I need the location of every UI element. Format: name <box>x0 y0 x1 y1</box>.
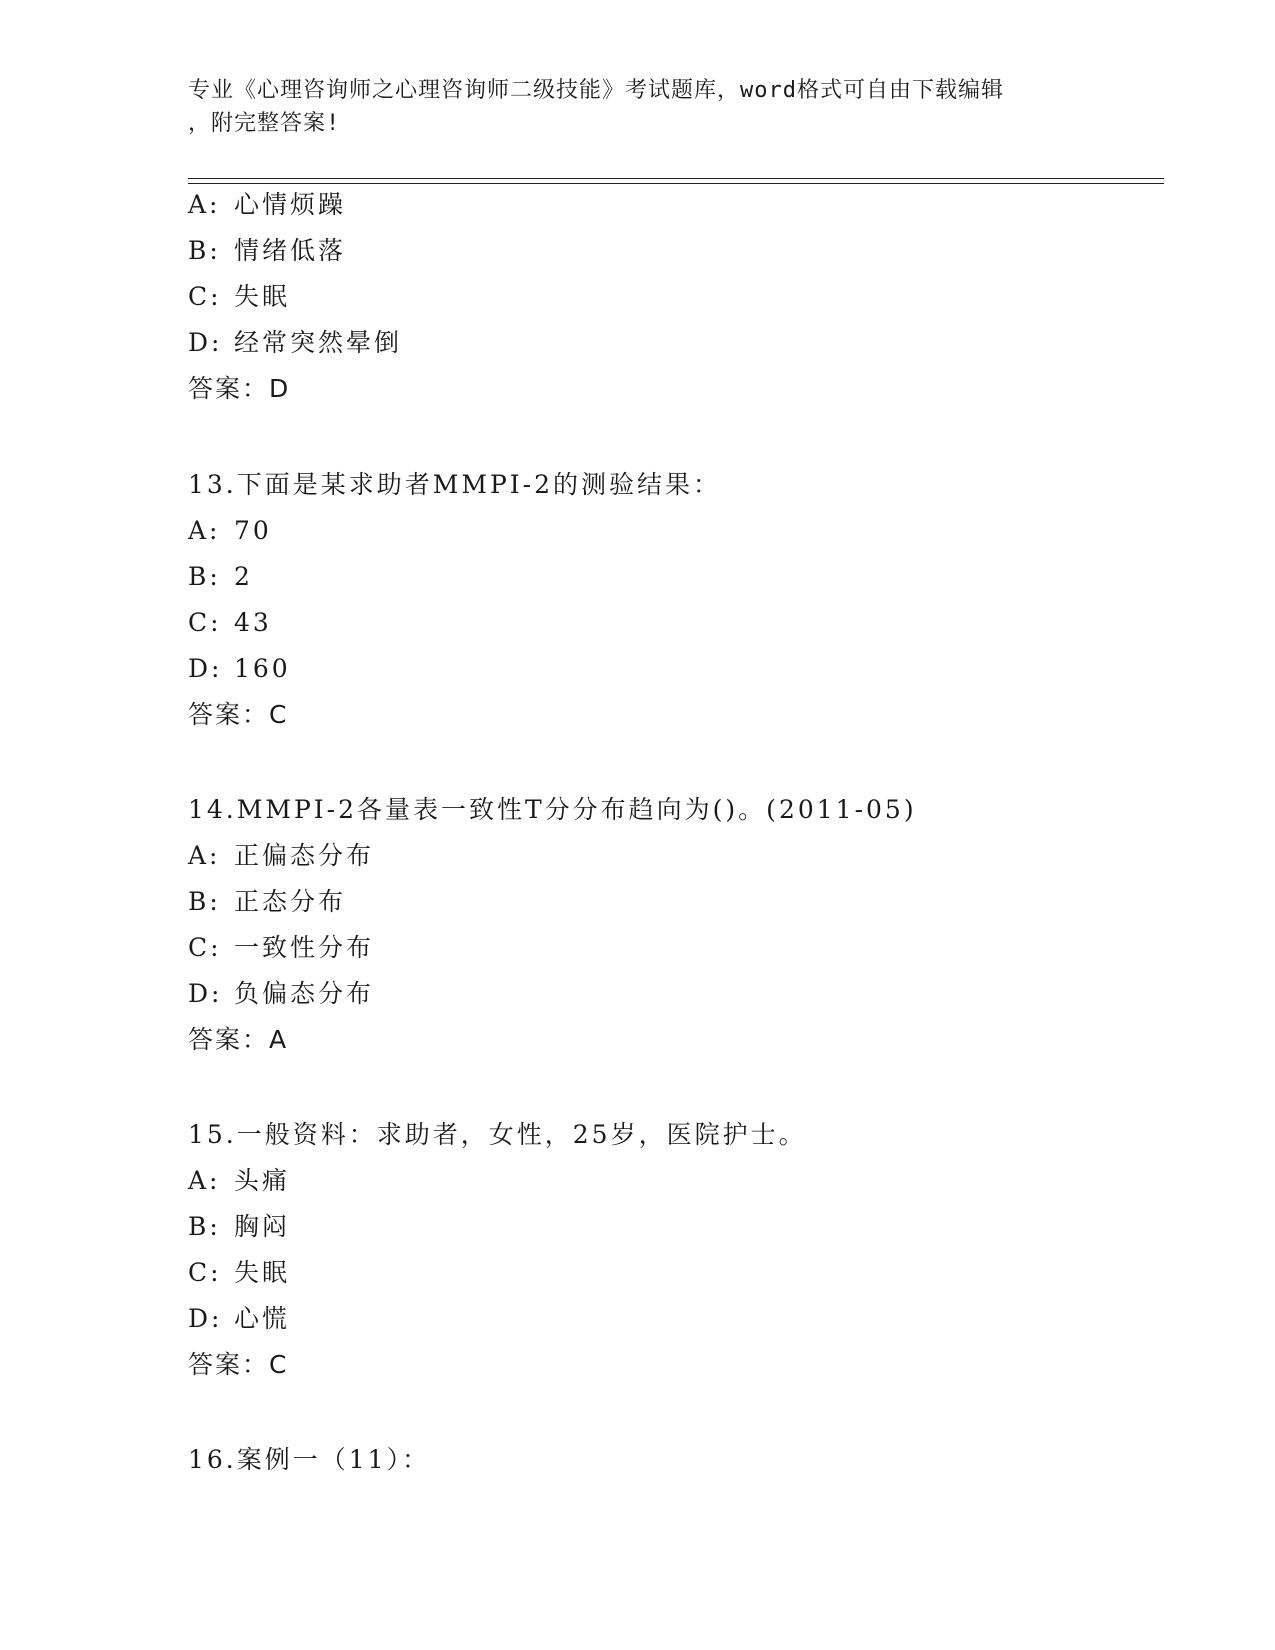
option-c <box>188 600 1164 646</box>
option-letter: C: <box>188 608 222 637</box>
option-letter: A: <box>188 516 221 545</box>
option-letter: C: <box>188 1258 222 1287</box>
option-text: 失眠 <box>234 282 291 311</box>
option-c <box>188 925 1164 971</box>
option-b <box>188 228 1164 274</box>
option-a <box>188 182 1164 228</box>
question-block-12 <box>188 182 1164 412</box>
question-block-15 <box>188 1112 1164 1388</box>
question-block-14 <box>188 787 1164 1063</box>
question-text: 16.案例一（11）： <box>188 1445 431 1474</box>
header-line-1: 专业《心理咨询师之心理咨询师二级技能》考试题库，word格式可自由下载编辑 <box>188 78 1004 103</box>
option-text: 情绪低落 <box>234 236 347 265</box>
option-letter: B: <box>188 236 221 265</box>
option-c <box>188 1250 1164 1296</box>
header-line-2: ，附完整答案! <box>188 111 341 136</box>
option-letter: C: <box>188 933 222 962</box>
answer-line: 答案：C <box>188 1350 289 1379</box>
header-rule-top <box>188 178 1164 179</box>
question-text: 13.下面是某求助者MMPI-2的测验结果： <box>188 470 722 499</box>
option-letter: D: <box>188 328 223 357</box>
option-text: 失眠 <box>234 1258 291 1287</box>
option-c <box>188 274 1164 320</box>
option-text: 胸闷 <box>234 1212 291 1241</box>
option-text: 70 <box>234 516 272 545</box>
option-letter: D: <box>188 979 223 1008</box>
option-letter: D: <box>188 1304 223 1333</box>
option-d <box>188 320 1164 366</box>
option-b <box>188 554 1164 600</box>
answer-line: 答案：D <box>188 374 291 403</box>
option-text: 一致性分布 <box>234 933 375 962</box>
question-block-16 <box>188 1437 1164 1483</box>
option-a <box>188 833 1164 879</box>
option-text: 头痛 <box>234 1166 291 1195</box>
option-text: 43 <box>234 608 272 637</box>
option-letter: C: <box>188 282 222 311</box>
option-text: 160 <box>234 654 291 683</box>
option-text: 心慌 <box>234 1304 291 1333</box>
question-block-13 <box>188 462 1164 738</box>
option-b <box>188 879 1164 925</box>
option-letter: B: <box>188 1212 221 1241</box>
option-letter: A: <box>188 1166 221 1195</box>
question-text: 15.一般资料：求助者，女性，25岁，医院护士。 <box>188 1120 807 1149</box>
option-letter: A: <box>188 190 221 219</box>
option-d <box>188 1296 1164 1342</box>
option-letter: D: <box>188 654 223 683</box>
option-d <box>188 646 1164 692</box>
option-b <box>188 1204 1164 1250</box>
document-header <box>188 74 1088 140</box>
option-text: 心情烦躁 <box>234 190 347 219</box>
option-d <box>188 971 1164 1017</box>
option-a <box>188 1158 1164 1204</box>
answer-line: 答案：C <box>188 700 289 729</box>
option-letter: B: <box>188 562 221 591</box>
question-text: 14.MMPI-2各量表一致性T分分布趋向为()。(2011-05) <box>188 795 917 824</box>
option-text: 正态分布 <box>234 887 347 916</box>
option-letter: A: <box>188 841 221 870</box>
option-text: 负偏态分布 <box>234 979 375 1008</box>
answer-line: 答案：A <box>188 1025 289 1054</box>
option-letter: B: <box>188 887 221 916</box>
option-a <box>188 508 1164 554</box>
option-text: 2 <box>234 562 253 591</box>
option-text: 正偏态分布 <box>234 841 375 870</box>
option-text: 经常突然晕倒 <box>234 328 403 357</box>
